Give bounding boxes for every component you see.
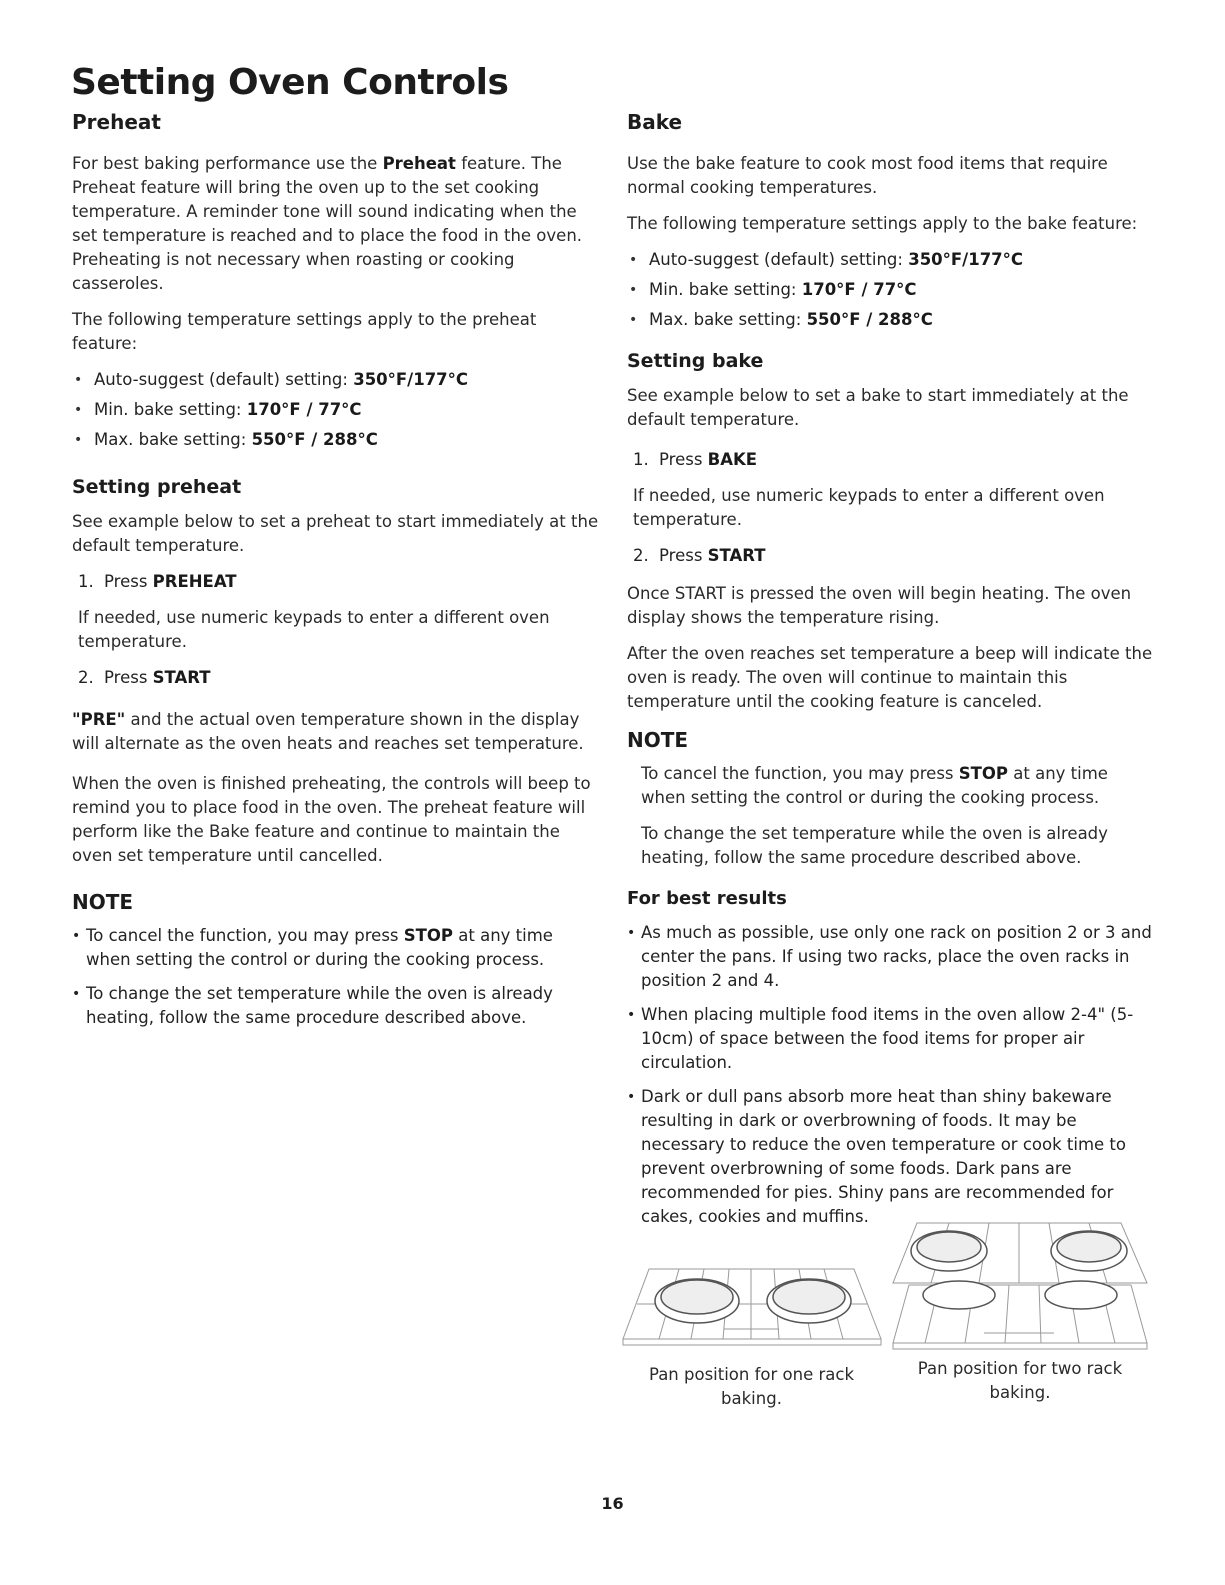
list-item: • Auto-suggest (default) setting: 350°F/177°C: [627, 248, 1157, 272]
page-number: 16: [601, 1494, 624, 1513]
preheat-step-1-note: If needed, use numeric keypads to enter a different oven temperature.: [78, 608, 550, 651]
list-item: • When placing multiple food items in the oven allow 2-4" (5-10cm) of space between the food items for proper air circulation.: [627, 1003, 1157, 1075]
preheat-temps-intro: The following temperature settings apply to the preheat feature:: [72, 310, 537, 353]
bake-step-2: 2. Press START: [633, 546, 766, 565]
preheat-step-2: 2. Press START: [78, 668, 211, 687]
setting-preheat-heading: Setting preheat: [72, 476, 242, 498]
rack-figures: [627, 1241, 1157, 1431]
bake-after-text: After the oven reaches set temperature a beep will indicate the oven is ready. The oven will continue to maintain this temperature until the cooking feature is canceled.: [627, 644, 1153, 711]
best-results-heading: For best results: [627, 888, 787, 909]
list-item: • Max. bake setting: 550°F / 288°C: [72, 428, 602, 452]
setting-bake-heading: Setting bake: [627, 350, 764, 372]
preheat-column: [72, 110, 602, 1042]
bake-intro: Use the bake feature to cook most food items that require normal cooking temperatures.: [627, 154, 1108, 197]
preheat-pre-text: "PRE" and the actual oven temperature shown in the display will alternate as the oven heats and reaches set temperature.: [72, 710, 584, 753]
bake-step-1: 1. Press BAKE: [633, 450, 758, 469]
bake-note-2: To change the set temperature while the oven is already heating, follow the same procedure described above.: [641, 824, 1108, 867]
page-title: Setting Oven Controls: [71, 62, 509, 103]
bake-once-text: Once START is pressed the oven will begin heating. The oven display shows the temperature rising.: [627, 584, 1132, 627]
list-item: • Min. bake setting: 170°F / 77°C: [72, 398, 602, 422]
best-results-list: [627, 921, 1157, 1229]
list-item: • Max. bake setting: 550°F / 288°C: [627, 308, 1157, 332]
list-item: • To change the set temperature while the oven is already heating, follow the same procedure described above.: [72, 982, 602, 1030]
one-rack-figure: [619, 1249, 884, 1411]
bake-note-1: To cancel the function, you may press STOP at any time when setting the control or during the cooking process.: [641, 764, 1108, 807]
bake-step-1-note: If needed, use numeric keypads to enter a different oven temperature.: [633, 486, 1105, 529]
list-item: • Dark or dull pans absorb more heat than shiny bakeware resulting in dark or overbrowning of foods. It may be necessary to reduce the oven temperature or cook time to prevent overbrowning of some foods. Dark pans are recommended for pies. Shiny pans are recommended for cakes, cookies and muffins.: [627, 1085, 1157, 1229]
list-item: • Min. bake setting: 170°F / 77°C: [627, 278, 1157, 302]
bake-notes: [627, 762, 1157, 870]
preheat-finished-text: When the oven is finished preheating, the controls will beep to remind you to place food in the oven. The preheat feature will perform like the Bake feature and continue to maintain the oven set temperature until cancelled.: [72, 774, 591, 865]
two-rack-illustration: [889, 1215, 1151, 1355]
preheat-step-1: 1. Press PREHEAT: [78, 572, 237, 591]
two-rack-caption: Pan position for two rack baking.: [917, 1359, 1123, 1402]
setting-preheat-intro: See example below to set a preheat to start immediately at the default temperature.: [72, 512, 599, 555]
one-rack-illustration: [619, 1249, 884, 1359]
bake-heading: Bake: [627, 110, 683, 134]
bake-note-heading: NOTE: [627, 728, 689, 752]
preheat-notes-list: [72, 924, 602, 1030]
preheat-note-heading: NOTE: [72, 890, 134, 914]
bake-column: [627, 110, 1157, 1431]
list-item: • As much as possible, use only one rack on position 2 or 3 and center the pans. If using two racks, place the oven racks in position 2 and 4.: [627, 921, 1157, 993]
preheat-intro: For best baking performance use the Preheat feature. The Preheat feature will bring the oven up to the set cooking temperature. A reminder tone will sound indicating when the set temperature is reached and to place the food in the oven. Preheating is not necessary when roasting or cooking casseroles.: [72, 154, 583, 293]
preheat-temps-list: [72, 368, 602, 452]
preheat-heading: Preheat: [72, 110, 161, 134]
one-rack-caption: Pan position for one rack baking.: [648, 1365, 855, 1408]
bake-temps-intro: The following temperature settings apply to the bake feature:: [627, 214, 1138, 233]
bake-temps-list: [627, 248, 1157, 332]
list-item: • Auto-suggest (default) setting: 350°F/177°C: [72, 368, 602, 392]
setting-bake-intro: See example below to set a bake to start immediately at the default temperature.: [627, 386, 1129, 429]
list-item: • To cancel the function, you may press STOP at any time when setting the control or during the cooking process.: [72, 924, 602, 972]
two-rack-figure: [889, 1215, 1151, 1405]
